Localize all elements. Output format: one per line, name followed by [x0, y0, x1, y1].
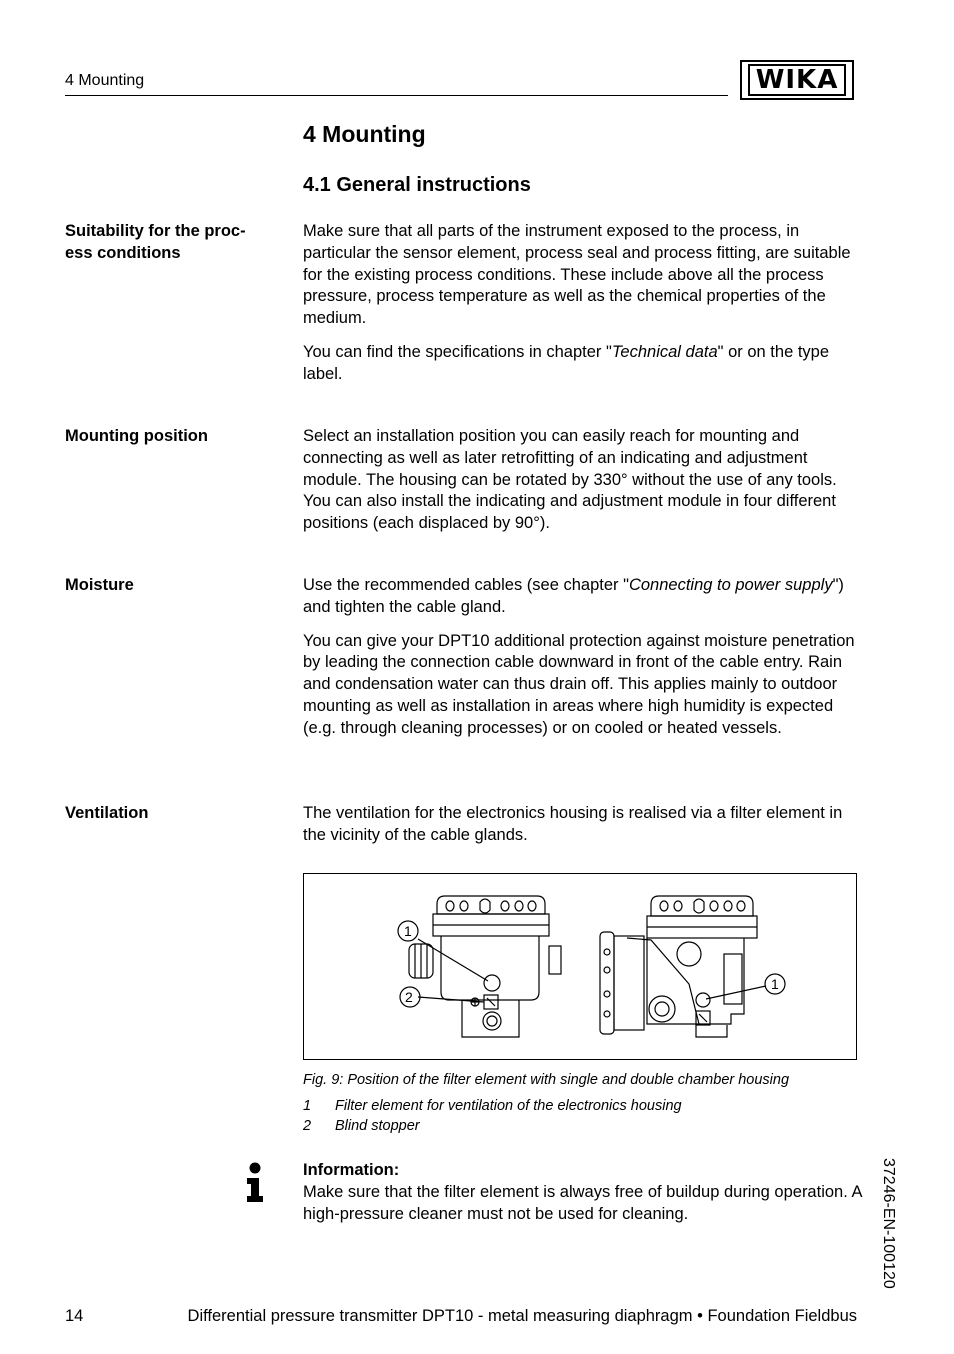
figure-caption: Fig. 9: Position of the filter element with single and double chamber housing	[303, 1072, 790, 1088]
side-label-moisture: Moisture	[65, 576, 134, 594]
side-label-suitability: Suitability for the proc- ess conditions	[65, 222, 246, 262]
header-rule	[65, 95, 728, 96]
paragraph: Use the recommended cables (see chapter "Connecting to power supply") and tighten the cable gland.	[303, 576, 844, 616]
figure-housings	[303, 873, 857, 1060]
body-moisture	[303, 575, 863, 752]
body-suitability	[303, 221, 863, 398]
page-number: 14	[65, 1307, 84, 1325]
paragraph: Make sure that all parts of the instrument exposed to the process, in particular the sensor element, process seal and process fitting, are suitable for the existing process conditions. These include above all the process pressure, process temperature as well as the chemical properties of the medium.	[303, 222, 851, 328]
logo-text: WIKA	[748, 64, 847, 96]
housing-drawing	[304, 874, 856, 1059]
footer-text: Differential pressure transmitter DPT10 - metal measuring diaphragm • Foundation Fieldbus	[187, 1307, 857, 1325]
wika-logo	[740, 60, 854, 100]
running-header: 4 Mounting	[65, 72, 145, 89]
info-block	[303, 1159, 863, 1225]
info-icon	[245, 1162, 265, 1204]
side-label-ventilation: Ventilation	[65, 804, 149, 822]
callout-2: 2	[405, 989, 413, 1005]
paragraph: The ventilation for the electronics housing is realised via a filter element in the vicinity of the cable glands.	[303, 804, 843, 844]
callout-1-right: 1	[771, 976, 779, 992]
body-mounting-position	[303, 426, 863, 547]
legend-item: 2 Blind stopper	[303, 1117, 420, 1134]
paragraph: You can find the specifications in chapter "Technical data" or on the type label.	[303, 342, 830, 383]
side-label-mounting-position: Mounting position	[65, 427, 208, 445]
figure-legend	[303, 1097, 682, 1136]
body-ventilation	[303, 803, 863, 859]
single-chamber-housing	[398, 896, 561, 1037]
paragraph: You can give your DPT10 additional protection against moisture penetration by leading the connection cable downward in front of the cable entry. Rain and condensation water can thus drain off. This applies mainly to outdoor mounting as well as installation in areas where high humidity is expected (e.g. through cleaning processes) or on cooled or heated vessels.	[303, 631, 855, 737]
info-text: Make sure that the filter element is always free of buildup during operation. A high-pressure cleaner must not be used for cleaning.	[303, 1183, 862, 1223]
paragraph: Select an installation position you can easily reach for mounting and connecting as well as later retrofitting of an indicating and adjustment module. The housing can be rotated by 330° without the use of any tools. You can also install the indicating and adjustment module in four different positions (each displaced by 90°).	[303, 427, 837, 533]
chapter-title: 4 Mounting	[303, 121, 426, 147]
callout-1-left: 1	[404, 923, 412, 939]
legend-item: 1 Filter element for ventilation of the electronics housing	[303, 1098, 682, 1114]
document-id: 37246-EN-100120	[880, 1158, 897, 1289]
double-chamber-housing	[600, 896, 785, 1037]
info-heading: Information:	[303, 1161, 400, 1179]
section-title: 4.1 General instructions	[303, 174, 531, 196]
